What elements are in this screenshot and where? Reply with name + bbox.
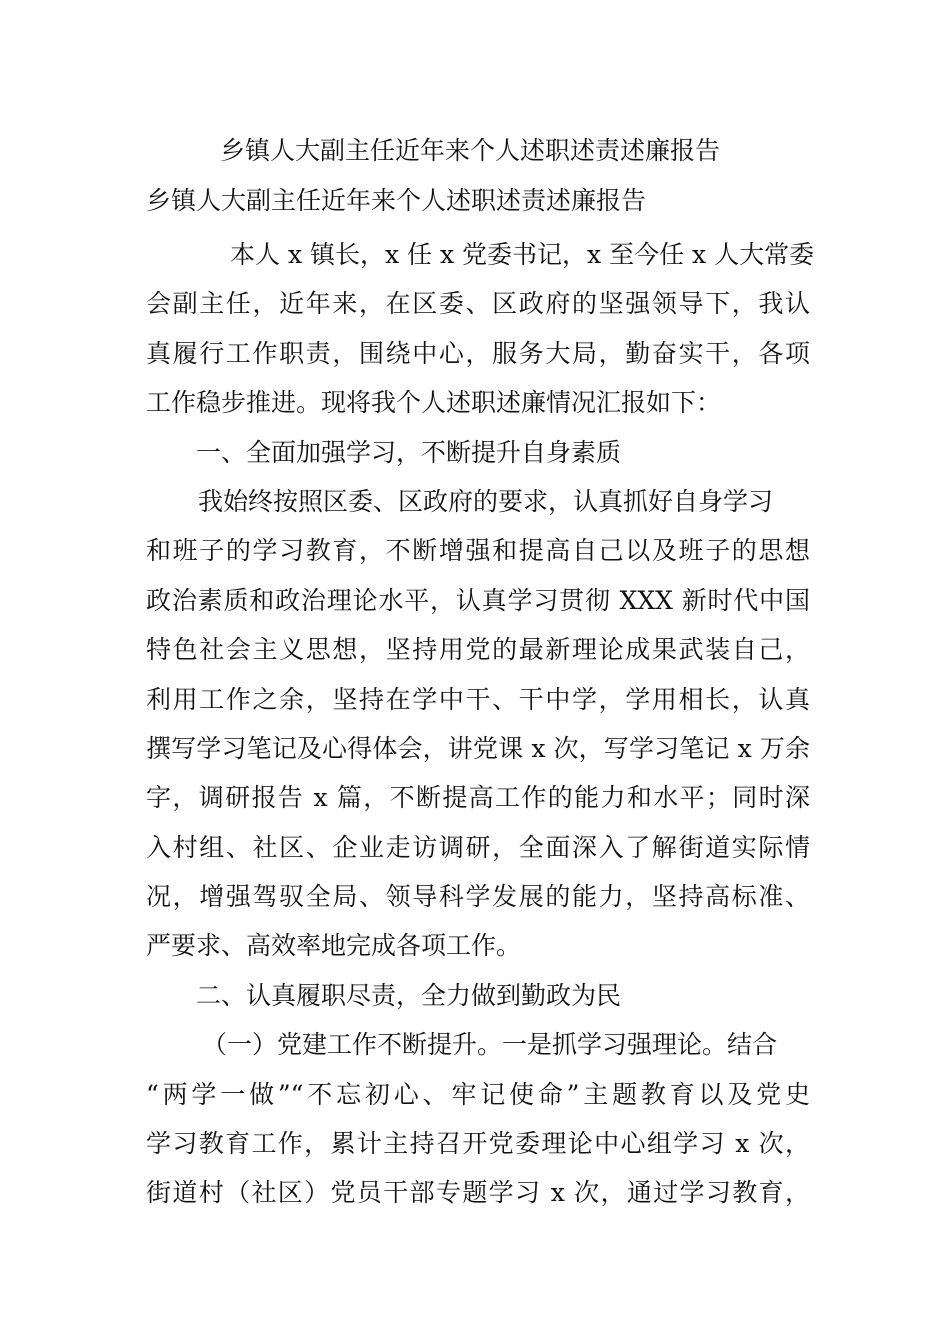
paragraph-line: 特色社会主义思想，坚持用党的最新理论成果武装自己，	[146, 635, 810, 665]
paragraph-line: 我始终按照区委、区政府的要求，认真抓好自身学习	[198, 486, 774, 516]
paragraph-line: 严要求、高效率地完成各项工作。	[146, 931, 522, 961]
paragraph-line: 学习教育工作，累计主持召开党委理论中心组学习 x 次，	[146, 1129, 810, 1159]
paragraph-line: 撰写学习笔记及心得体会，讲党课 x 次，写学习笔记 x 万余	[146, 733, 810, 763]
paragraph-line: 真履行工作职责，围绕中心，服务大局，勤奋实干，各项	[146, 338, 810, 368]
paragraph-line: （一）党建工作不断提升。一是抓学习强理论。结合	[202, 1030, 778, 1060]
section-heading: 二、认真履职尽责，全力做到勤政为民	[196, 980, 622, 1010]
document-subtitle: 乡镇人大副主任近年来个人述职述责述廉报告	[146, 186, 647, 215]
paragraph-line: “两学一做”“不忘初心、牢记使命”主题教育以及党史	[146, 1079, 810, 1109]
document-title: 乡镇人大副主任近年来个人述职述责述廉报告	[220, 136, 721, 165]
section-heading: 一、全面加强学习，不断提升自身素质	[196, 437, 622, 467]
document-body	[146, 230, 815, 1218]
paragraph-line: 利用工作之余，坚持在学中干、干中学，学用相长，认真	[146, 684, 810, 714]
paragraph-line: 街道村（社区）党员干部专题学习 x 次，通过学习教育，	[146, 1178, 810, 1208]
paragraph-line: 和班子的学习教育，不断增强和提高自己以及班子的思想	[146, 536, 810, 566]
paragraph-line: 入村组、社区、企业走访调研，全面深入了解街道实际情	[146, 832, 810, 862]
paragraph-line: 本人 x 镇长，x 任 x 党委书记，x 至今任 x 人大常委	[230, 240, 815, 269]
paragraph-line: 况，增强驾驭全局、领导科学发展的能力，坚持高标准、	[146, 882, 810, 912]
paragraph-line: 会副主任，近年来，在区委、区政府的坚强领导下，我认	[146, 289, 810, 319]
paragraph-line: 政治素质和政治理论水平，认真学习贯彻 XXX 新时代中国	[146, 585, 810, 615]
paragraph-line: 字，调研报告 x 篇，不断提高工作的能力和水平；同时深	[146, 783, 810, 813]
paragraph-line: 工作稳步推进。现将我个人述职述廉情况汇报如下：	[146, 388, 722, 418]
